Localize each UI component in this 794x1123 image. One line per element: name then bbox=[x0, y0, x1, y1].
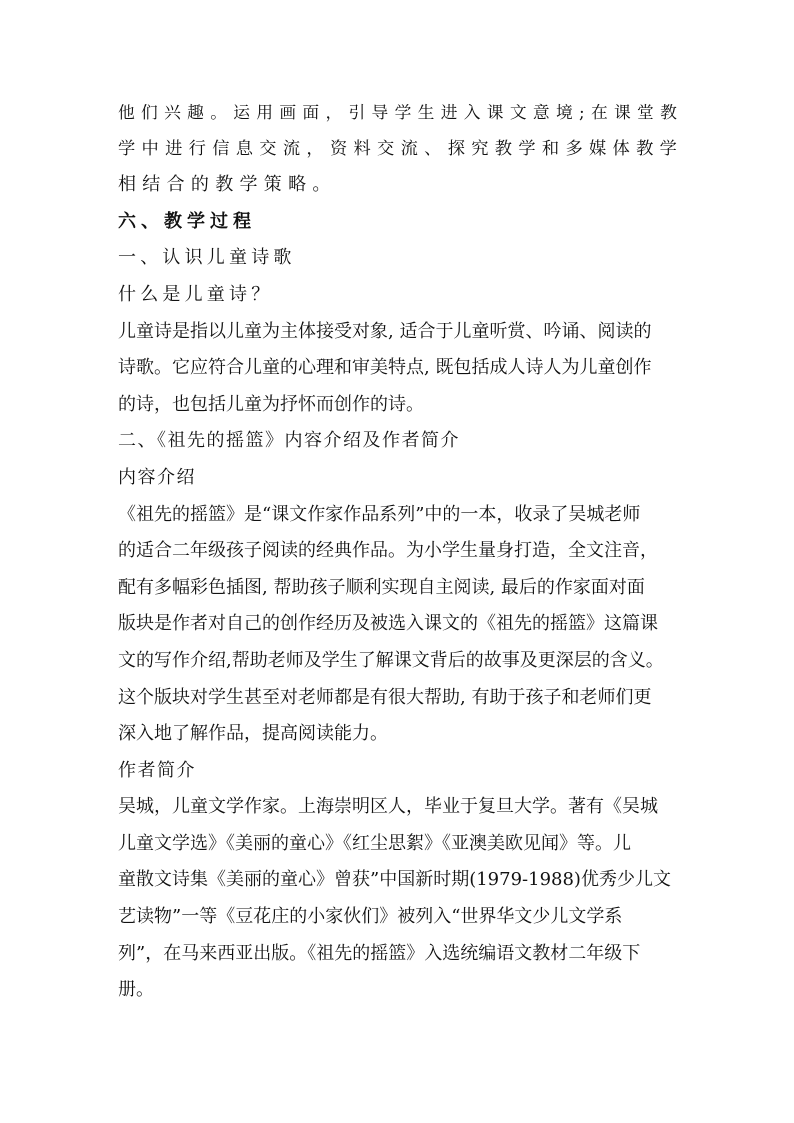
paragraph-line: 儿童文学选》《美丽的童心》《红尘思絮》《亚澳美欧见闻》等。儿 bbox=[118, 832, 631, 854]
paragraph-line: 儿童诗是指以儿童为主体接受对象, 适合于儿童听赏、吟诵、阅读的 bbox=[118, 320, 652, 342]
paragraph-line: 配有多幅彩色插图, 帮助孩子顺利实现自主阅读, 最后的作家面对面 bbox=[118, 576, 645, 598]
paragraph-line: 童散文诗集《美丽的童心》曾获”中国新时期(1979-1988)优秀少儿文 bbox=[118, 869, 671, 891]
paragraph-line: 诗歌。它应符合儿童的心理和审美特点, 既包括成人诗人为儿童创作 bbox=[118, 357, 652, 379]
paragraph-line: 的适合二年级孩子阅读的经典作品。为小学生量身打造，全文注音， bbox=[118, 540, 658, 562]
paragraph-line: 学中进行信息交流，资料交流、探究教学和多媒体教学 bbox=[118, 138, 684, 159]
paragraph-line: 文的写作介绍,帮助老师及学生了解课文背后的故事及更深层的含义。 bbox=[118, 649, 664, 671]
label-content-intro: 内容介绍 bbox=[118, 466, 196, 488]
paragraph-line: 艺读物”一等《豆花庄的小家伙们》被列入“世界华文少儿文学系 bbox=[118, 906, 623, 928]
section-heading-teaching-process: 六、教学过程 bbox=[118, 210, 256, 232]
paragraph-line: 他们兴趣。运用画面，引导学生进入课文意境;在课堂教 bbox=[118, 102, 684, 122]
paragraph-line: 这个版块对学生甚至对老师都是有很大帮助, 有助于孩子和老师们更 bbox=[118, 686, 652, 708]
question-line: 什么是儿童诗？ bbox=[118, 283, 274, 305]
label-author-intro: 作者简介 bbox=[118, 759, 196, 781]
paragraph-line: 版块是作者对自己的创作经历及被选入课文的《祖先的摇篮》这篇课 bbox=[118, 613, 658, 635]
paragraph-line: 深入地了解作品，提高阅读能力。 bbox=[118, 723, 388, 745]
subheading-children-poetry: 一、认识儿童诗歌 bbox=[118, 247, 296, 269]
paragraph-line: 相结合的教学策略。 bbox=[118, 174, 337, 196]
subheading-content-and-author: 二、《祖先的摇篮》内容介绍及作者简介 bbox=[118, 430, 460, 452]
paragraph-line: 册。 bbox=[118, 979, 154, 1001]
paragraph-line: 吴城，儿童文学作家。上海崇明区人，毕业于复旦大学。著有《吴城 bbox=[118, 796, 658, 818]
paragraph-line: 列”，在马来西亚出版。《祖先的摇篮》入选统编语文教材二年级下 bbox=[118, 942, 641, 964]
paragraph-line: 《祖先的摇篮》是“课文作家作品系列”中的一本，收录了吴城老师 bbox=[118, 503, 641, 525]
document-page bbox=[118, 94, 688, 1009]
paragraph-line: 的诗，也包括儿童为抒怀而创作的诗。 bbox=[118, 393, 424, 415]
